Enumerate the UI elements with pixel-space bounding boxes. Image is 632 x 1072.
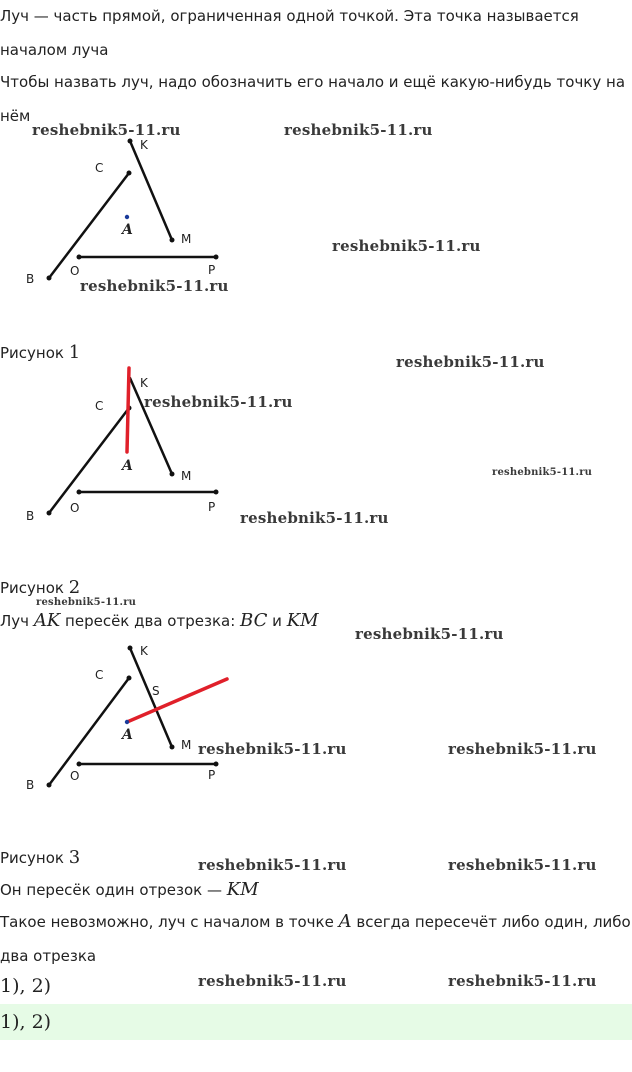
label-k: K: [140, 376, 148, 390]
caption-figure-2: Рисунок 2: [0, 577, 81, 598]
label-o: O: [70, 769, 80, 783]
segment-bc: [49, 678, 129, 785]
label-p: P: [208, 500, 216, 514]
definition-line-2: началом луча: [0, 41, 109, 59]
watermark: reshebnik5-11.ru: [448, 972, 597, 990]
naming-line-1: Чтобы назвать луч, надо обозначить его начало и ещё какую-нибудь точку на: [0, 73, 626, 91]
label-c: C: [95, 399, 104, 413]
label-o: O: [70, 264, 80, 278]
impossible-line-2: два отрезка: [0, 947, 97, 965]
answer-highlight-box: [0, 1004, 632, 1040]
answer-plain: 1), 2): [0, 975, 52, 997]
ray-statement: Луч AK пересёк два отрезка: BC и KM: [0, 610, 319, 631]
label-b: B: [26, 509, 35, 523]
label-b: B: [26, 272, 35, 286]
label-p: P: [208, 263, 216, 277]
watermark: reshebnik5-11.ru: [284, 121, 433, 139]
label-a: A: [122, 458, 133, 474]
watermark: reshebnik5-11.ru: [448, 740, 597, 758]
caption-figure-1: Рисунок 1: [0, 342, 81, 363]
watermark: reshebnik5-11.ru: [492, 467, 593, 478]
definition-line-1: Луч — часть прямой, ограниченная одной точкой. Эта точка называется: [0, 7, 579, 25]
label-a: A: [122, 222, 133, 238]
ray-as: [127, 679, 227, 722]
caption-figure-3: Рисунок 3: [0, 847, 81, 868]
label-p: P: [208, 768, 216, 782]
one-segment-statement: Он пересёк один отрезок — KM: [0, 879, 259, 900]
watermark: reshebnik5-11.ru: [198, 740, 347, 758]
segment-km: [130, 648, 172, 747]
watermark: reshebnik5-11.ru: [80, 277, 229, 295]
watermark: reshebnik5-11.ru: [198, 972, 347, 990]
watermark: reshebnik5-11.ru: [198, 856, 347, 874]
naming-line-2: нём: [0, 107, 31, 125]
label-c: C: [95, 161, 104, 175]
watermark: reshebnik5-11.ru: [32, 121, 181, 139]
watermark: reshebnik5-11.ru: [144, 393, 293, 411]
label-s: S: [152, 684, 160, 698]
label-k: K: [140, 138, 148, 152]
label-k: K: [140, 644, 148, 658]
impossible-line-1: Такое невозможно, луч с началом в точке A всегда пересечёт либо один, либо: [0, 911, 631, 932]
label-c: C: [95, 668, 104, 682]
watermark: reshebnik5-11.ru: [36, 597, 137, 608]
watermark: reshebnik5-11.ru: [355, 625, 504, 643]
label-a: A: [122, 727, 133, 743]
point-a: [125, 720, 129, 724]
label-b: B: [26, 778, 35, 792]
answer-highlight: 1), 2): [0, 1011, 52, 1033]
watermark: reshebnik5-11.ru: [240, 509, 389, 527]
watermark: reshebnik5-11.ru: [396, 353, 545, 371]
watermark: reshebnik5-11.ru: [448, 856, 597, 874]
label-m: M: [181, 469, 192, 483]
watermark: reshebnik5-11.ru: [332, 237, 481, 255]
label-m: M: [181, 738, 192, 752]
label-o: O: [70, 501, 80, 515]
label-m: M: [181, 232, 192, 246]
